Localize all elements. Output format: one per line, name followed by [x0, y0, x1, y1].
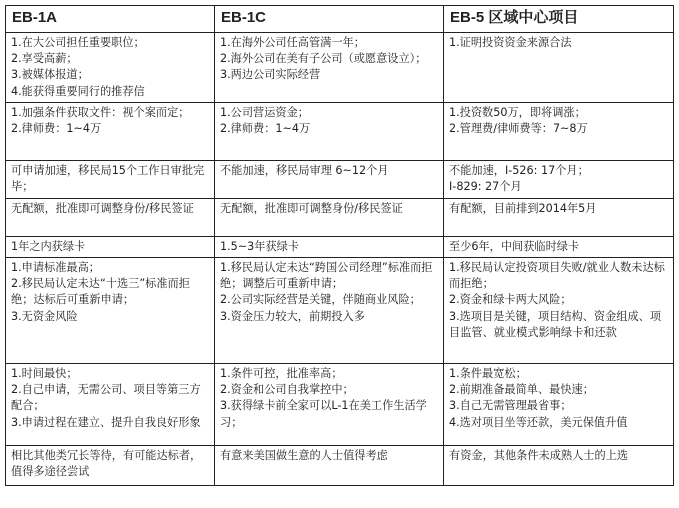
cell-risks-eb1a — [6, 258, 215, 364]
cell-line: 1.移民局认定未达“跨国公司经理”标准而拒绝；调整后可重新申请； — [220, 261, 433, 291]
cell-processing-time-eb1c — [215, 160, 444, 198]
row-quota — [6, 198, 674, 236]
cell-processing-time-eb5 — [444, 160, 674, 198]
cell-line: 1年之内获绿卡 — [11, 239, 86, 253]
cell-line: 有配额，目前排到2014年5月 — [449, 201, 597, 215]
cell-line: 2.管理费/律师费等：7~8万 — [449, 122, 588, 136]
cell-processing-time-eb1a — [6, 160, 215, 198]
cell-line: 2.公司实际经营是关键，伴随商业风险； — [220, 293, 421, 307]
cell-line: 3.申请过程在建立、提升自我良好形象 — [11, 415, 201, 429]
cell-line: 3.无资金风险 — [11, 309, 78, 323]
header-row — [6, 6, 674, 33]
cell-line: 4.选对项目坐等还款，美元保值升值 — [449, 415, 628, 429]
cell-line: 2.自己申请，无需公司、项目等第三方配合； — [11, 383, 201, 413]
cell-line: 2.享受高薪； — [11, 52, 78, 66]
cell-costs-eb1a — [6, 102, 215, 160]
cell-line: 2.海外公司在美有子公司（或愿意设立）； — [220, 52, 427, 66]
cell-line: 2.资金和公司自我掌控中； — [220, 383, 354, 397]
cell-line: 3.获得绿卡前全家可以L-1在美工作生活学习； — [220, 399, 427, 429]
cell-quota-eb1c — [215, 198, 444, 236]
row-costs — [6, 102, 674, 160]
cell-green-card-timeline-eb1c — [215, 236, 444, 257]
cell-advantages-eb5 — [444, 364, 674, 446]
row-processing-time — [6, 160, 674, 198]
cell-requirements-eb1c — [215, 33, 444, 103]
cell-line: I-829: 27个月 — [449, 180, 522, 194]
cell-risks-eb5 — [444, 258, 674, 364]
cell-line: 3.选项目是关键，项目结构、资金组成、项目监管、就业模式影响绿卡和还款 — [449, 309, 662, 339]
cell-line: 1.投资数50万，即将调涨； — [449, 105, 586, 119]
comparison-table-container — [5, 5, 674, 486]
cell-risks-eb1c — [215, 258, 444, 364]
cell-requirements-eb1a — [6, 33, 215, 103]
cell-line: 3.自己无需管理最省事； — [449, 399, 572, 413]
cell-line: 4.能获得重要同行的推荐信 — [11, 84, 145, 98]
cell-line: 1.条件最宽松； — [449, 367, 527, 381]
cell-line: 可申请加速，移民局15个工作日审批完毕； — [11, 163, 205, 194]
cell-line: 2.律师费：1~4万 — [11, 122, 102, 136]
cell-recommendation-eb1a — [6, 446, 215, 486]
cell-requirements-eb5 — [444, 33, 674, 103]
cell-line: 不能加速，I-526: 17个月； — [449, 163, 589, 177]
cell-line: 1.申请标准最高； — [11, 261, 100, 275]
cell-line: 3.资金压力较大，前期投入多 — [220, 309, 365, 323]
cell-line: 1.加强条件获取文件：视个案而定； — [11, 105, 190, 119]
row-advantages — [6, 364, 674, 446]
header-eb1c: EB-1C — [215, 6, 444, 33]
cell-line: 1.5~3年获绿卡 — [220, 239, 300, 253]
cell-line: 2.移民局认定未达“十选三”标准而拒绝；达标后可重新申请； — [11, 277, 190, 307]
header-eb5: EB-5 区域中心项目 — [444, 6, 674, 33]
visa-comparison-table — [5, 5, 674, 486]
cell-line: 至少6年，中间获临时绿卡 — [449, 239, 580, 253]
cell-line: 相比其他类冗长等待，有可能达标者，值得多途径尝试 — [11, 449, 202, 479]
cell-line: 1.证明投资资金来源合法 — [449, 36, 572, 49]
cell-green-card-timeline-eb1a — [6, 236, 215, 257]
cell-line: 1.时间最快； — [11, 367, 78, 381]
cell-line: 3.被媒体报道； — [11, 68, 89, 82]
cell-line: 1.在海外公司任高管满一年； — [220, 36, 365, 49]
row-requirements — [6, 33, 674, 103]
cell-costs-eb5 — [444, 102, 674, 160]
header-eb1a: EB-1A — [6, 6, 215, 33]
cell-line: 2.资金和绿卡两大风险； — [449, 293, 572, 307]
row-risks — [6, 258, 674, 364]
cell-advantages-eb1a — [6, 364, 215, 446]
cell-quota-eb1a — [6, 198, 215, 236]
cell-line: 无配额，批准即可调整身份/移民签证 — [220, 201, 403, 215]
cell-line: 3.两边公司实际经营 — [220, 68, 321, 82]
cell-line: 2.前期准备最简单、最快速； — [449, 383, 594, 397]
cell-line: 1.移民局认定投资项目失败/就业人数未达标而拒绝； — [449, 261, 665, 291]
cell-line: 不能加速，移民局审理 6~12个月 — [220, 163, 389, 177]
cell-line: 1.在大公司担任重要职位； — [11, 36, 145, 49]
cell-costs-eb1c — [215, 102, 444, 160]
cell-line: 1.公司营运资金； — [220, 105, 309, 119]
cell-line: 有意来美国做生意的人士值得考虑 — [220, 449, 388, 463]
cell-green-card-timeline-eb5 — [444, 236, 674, 257]
cell-recommendation-eb5 — [444, 446, 674, 486]
cell-advantages-eb1c — [215, 364, 444, 446]
cell-recommendation-eb1c — [215, 446, 444, 486]
row-recommendation — [6, 446, 674, 486]
cell-line: 1.条件可控，批准率高； — [220, 367, 343, 381]
cell-quota-eb5 — [444, 198, 674, 236]
cell-line: 2.律师费：1~4万 — [220, 122, 311, 136]
cell-line: 有资金，其他条件未成熟人士的上选 — [449, 449, 629, 463]
cell-line: 无配额，批准即可调整身份/移民签证 — [11, 201, 194, 215]
row-green-card-timeline — [6, 236, 674, 257]
